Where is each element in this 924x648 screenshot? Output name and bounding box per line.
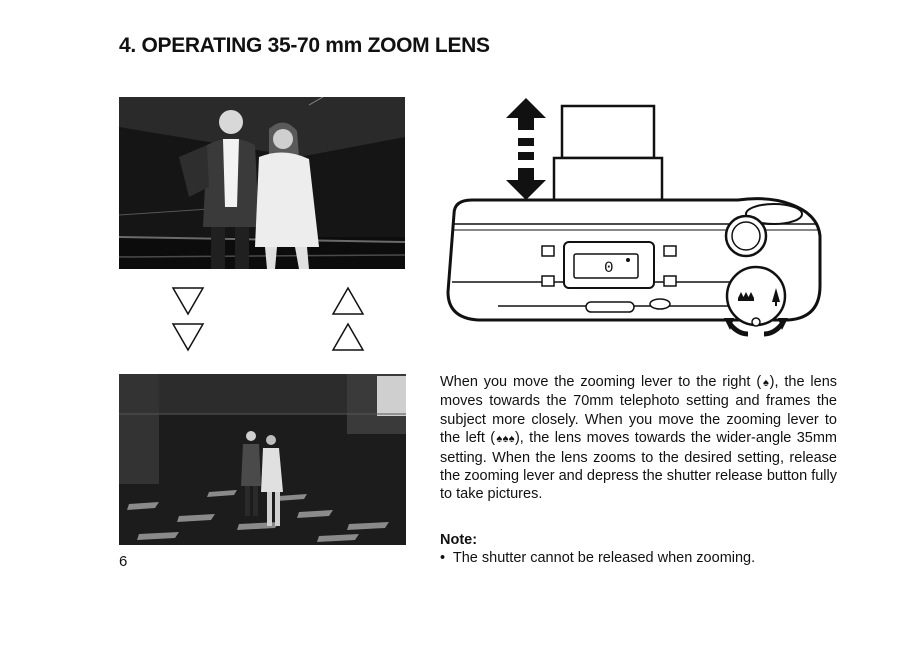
wide-angle-photo <box>119 374 406 545</box>
double-arrow-icon <box>506 98 546 200</box>
wide-symbol: ♠♠♠ <box>495 433 515 446</box>
note-item: • The shutter cannot be released when zooming. <box>440 550 756 566</box>
tele-symbol: ♠ <box>761 377 770 389</box>
page-number: 6 <box>119 553 128 570</box>
note-heading: Note: <box>440 532 478 548</box>
zoom-in-arrows <box>170 286 206 356</box>
instruction-paragraph: When you move the zooming lever to the right (♠), the lens moves towards the 70mm telephoto setting and frames the subject more closely. When you move the zooming lever to the left (♠♠♠), the lens moves towards the wider-angle 35mm setting. When the lens zooms to the desired setting, release the zooming lever and depress the shutter release button fully to take pictures. <box>440 374 838 503</box>
camera-zoom-diagram <box>438 96 828 346</box>
wide-symbol-icon <box>738 292 754 301</box>
page-title: 4. OPERATING 35-70 mm ZOOM LENS <box>119 34 490 57</box>
telephoto-photo <box>119 97 405 269</box>
lcd-readout: 0 <box>604 259 614 277</box>
zoom-out-arrows <box>330 286 366 356</box>
